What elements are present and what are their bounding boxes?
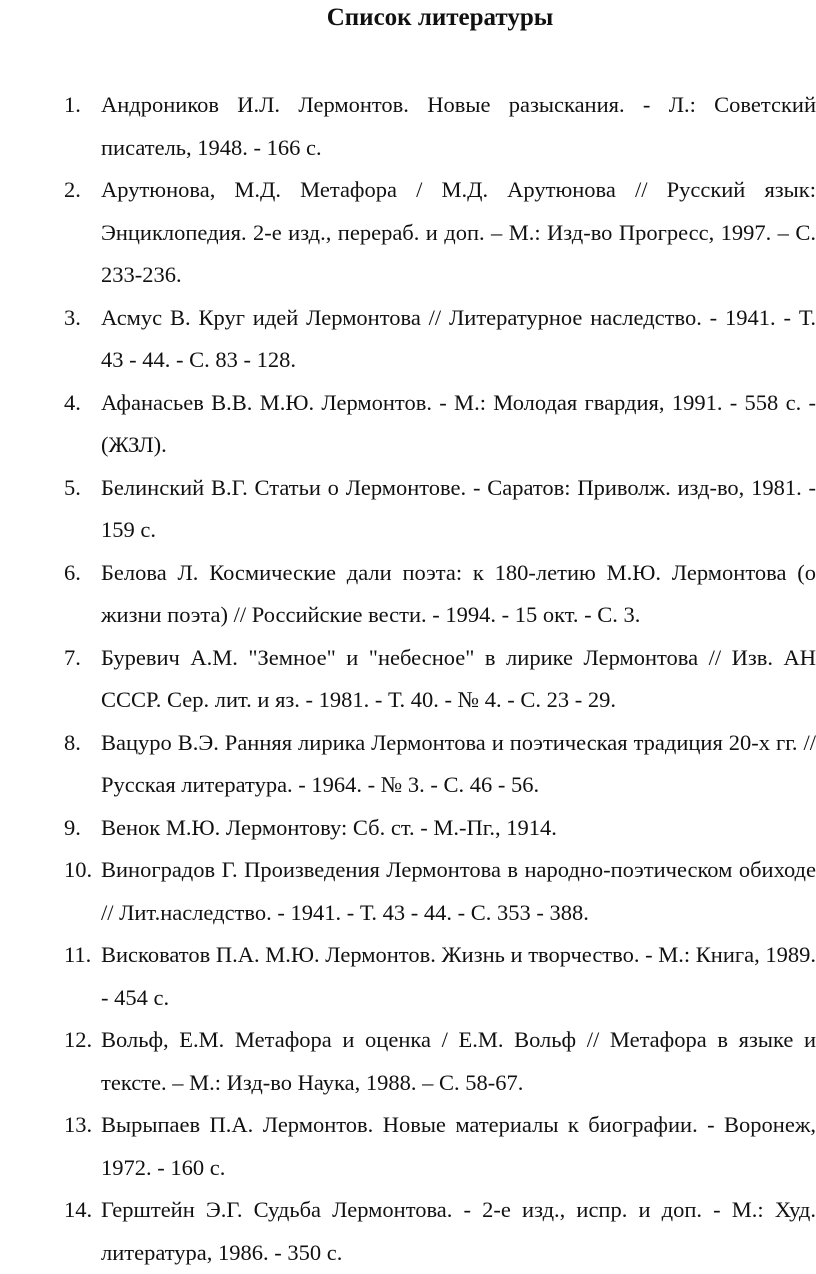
list-item: [0, 1189, 816, 1274]
entry-text: Белова Л. Космические дали поэта: к 180-летию М.Ю. Лермонтова (о жизни поэта) // Российские вести. - 1994. - 15 окт. - С. 3.: [101, 559, 816, 627]
bibliography-list: [0, 84, 816, 1274]
list-item: [0, 382, 816, 467]
entry-number: 4.: [64, 389, 81, 415]
entry-number: 8.: [64, 729, 81, 755]
entry-number: 2.: [64, 177, 81, 202]
entry-number: 10.: [64, 857, 93, 882]
entry-text: Виноградов Г. Произведения Лермонтова в народно-поэтическом обиходе // Лит.наследство. - 1941. - Т. 43 - 44. - С. 353 - 388.: [101, 857, 816, 925]
entry-number: 6.: [64, 559, 81, 585]
list-item: [0, 1104, 816, 1189]
entry-text: Вольф, Е.М. Метафора и оценка / Е.М. Вольф // Метафора в языке и тексте. – М.: Изд-во Наука, 1988. – С. 58-67.: [101, 1027, 816, 1095]
entry-number: 11.: [64, 942, 92, 967]
entry-number: 9.: [64, 814, 81, 840]
entry-text: Андроников И.Л. Лермонтов. Новые разыскания. - Л.: Советский писатель, 1948. - 166 с.: [101, 92, 816, 160]
entry-text: Буревич А.М. "Земное" и "небесное" в лирике Лермонтова // Изв. АН СССР. Сер. лит. и яз. - 1981. - Т. 40. - № 4. - С. 23 - 29.: [101, 644, 816, 712]
entry-number: 13.: [64, 1112, 93, 1137]
list-item: [0, 807, 816, 850]
entry-number: 3.: [64, 304, 81, 330]
entry-text: Герштейн Э.Г. Судьба Лермонтова. - 2-е изд., испр. и доп. - М.: Худ. литература, 1986. - 350 с.: [101, 1197, 816, 1265]
entry-number: 1.: [64, 92, 81, 117]
list-item: [0, 467, 816, 552]
entry-text: Висковатов П.А. М.Ю. Лермонтов. Жизнь и творчество. - М.: Книга, 1989. - 454 с.: [101, 942, 816, 1010]
entry-text: Асмус В. Круг идей Лермонтова // Литературное наследство. - 1941. - Т. 43 - 44. - С. 83 - 128.: [101, 304, 816, 372]
entry-text: Белинский В.Г. Статьи о Лермонтове. - Саратов: Приволж. изд-во, 1981. - 159 с.: [101, 474, 816, 542]
entry-text: Вацуро В.Э. Ранняя лирика Лермонтова и поэтическая традиция 20-х гг. // Русская литература. - 1964. - № 3. - С. 46 - 56.: [101, 729, 816, 797]
entry-text: Венок М.Ю. Лермонтову: Сб. ст. - М.-Пг., 1914.: [101, 814, 557, 840]
entry-text: Афанасьев В.В. М.Ю. Лермонтов. - М.: Молодая гвардия, 1991. - 558 с. - (ЖЗЛ).: [101, 389, 816, 457]
list-item: [0, 934, 816, 1019]
list-item: [0, 849, 816, 934]
list-item: [0, 722, 816, 807]
page-title: Список литературы: [326, 4, 554, 31]
list-item: [0, 637, 816, 722]
entry-number: 12.: [64, 1027, 93, 1052]
entry-number: 7.: [64, 644, 81, 670]
entry-number: 5.: [64, 474, 81, 500]
list-item: [0, 169, 816, 297]
list-item: [0, 552, 816, 637]
list-item: [0, 84, 816, 169]
entry-text: Вырыпаев П.А. Лермонтов. Новые материалы к биографии. - Воронеж, 1972. - 160 с.: [101, 1112, 816, 1180]
entry-text: Арутюнова, М.Д. Метафора / М.Д. Арутюнова // Русский язык: Энциклопедия. 2-е изд., перераб. и доп. – М.: Изд-во Прогресс, 1997. – С. 233-236.: [101, 177, 816, 287]
entry-number: 14.: [64, 1197, 93, 1222]
list-item: [0, 297, 816, 382]
list-item: [0, 1019, 816, 1104]
